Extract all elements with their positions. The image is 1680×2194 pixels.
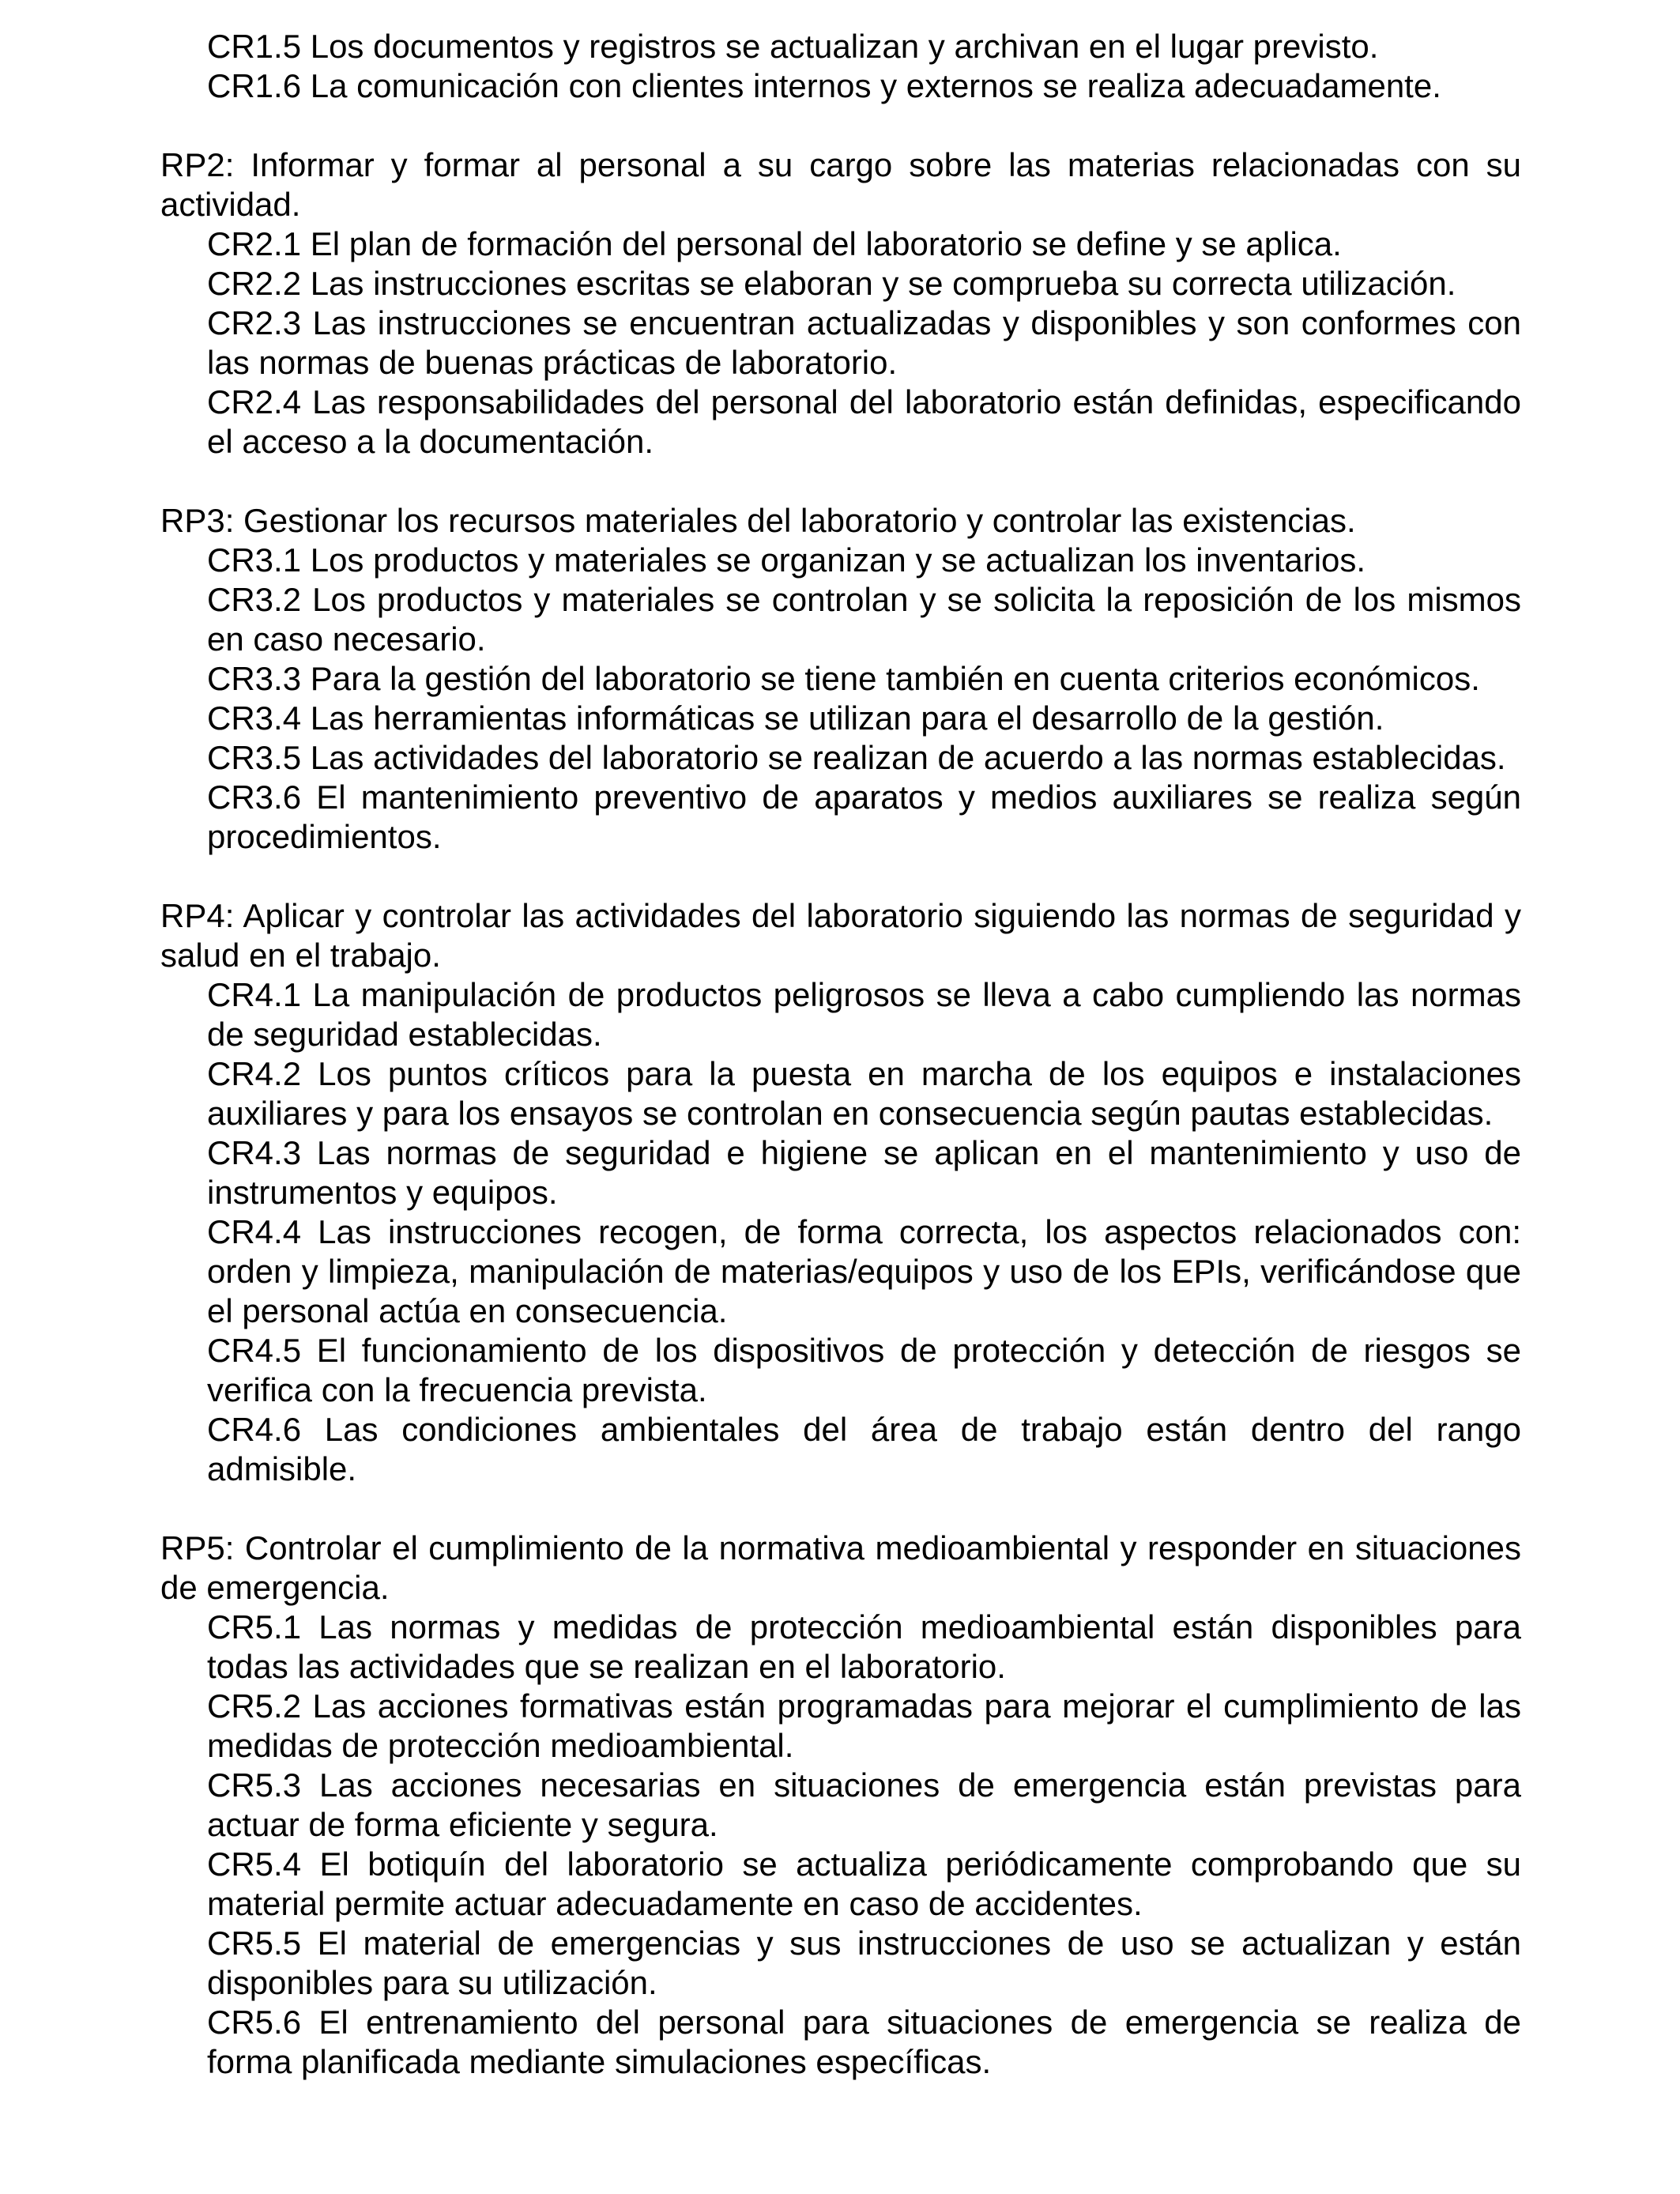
criterion-cr4-6: CR4.6 Las condiciones ambientales del área de trabajo están dentro del rango admisible. xyxy=(207,1411,1521,1487)
criterion-cr4-3: CR4.3 Las normas de seguridad e higiene se aplican en el mantenimiento y uso de instrumentos y equipos. xyxy=(207,1134,1521,1211)
rp2-heading: RP2: Informar y formar al personal a su cargo sobre las materias relacionadas con su actividad. xyxy=(160,146,1521,223)
criterion-cr5-6: CR5.6 El entrenamiento del personal para situaciones de emergencia se realiza de forma planificada mediante simulaciones específicas. xyxy=(207,2004,1521,2080)
rp3-group xyxy=(160,501,1521,857)
criterion-cr2-4: CR2.4 Las responsabilidades del personal del laboratorio están definidas, especificando el acceso a la documentación. xyxy=(207,383,1521,460)
rp5-group xyxy=(160,1529,1521,2082)
rp2-group xyxy=(160,145,1521,462)
criterion-cr5-2: CR5.2 Las acciones formativas están programadas para mejorar el cumplimiento de las medidas de protección medioambiental. xyxy=(207,1687,1521,1764)
criterion-cr2-1: CR2.1 El plan de formación del personal del laboratorio se define y se aplica. xyxy=(207,225,1342,262)
criterion-cr4-2: CR4.2 Los puntos críticos para la puesta en marcha de los equipos e instalaciones auxiliares y para los ensayos se controlan en consecuencia según pautas establecidas. xyxy=(207,1055,1521,1132)
criterion-cr2-3: CR2.3 Las instrucciones se encuentran actualizadas y disponibles y son conformes con las normas de buenas prácticas de laboratorio. xyxy=(207,304,1521,381)
rp4-heading: RP4: Aplicar y controlar las actividades del laboratorio siguiendo las normas de seguridad y salud en el trabajo. xyxy=(160,897,1521,974)
criterion-cr1-5: CR1.5 Los documentos y registros se actualizan y archivan en el lugar previsto. xyxy=(207,28,1379,65)
criterion-cr1-6: CR1.6 La comunicación con clientes internos y externos se realiza adecuadamente. xyxy=(207,67,1441,104)
rp4-group xyxy=(160,896,1521,1489)
criterion-cr3-4: CR3.4 Las herramientas informáticas se utilizan para el desarrollo de la gestión. xyxy=(207,699,1384,737)
criterion-cr5-5: CR5.5 El material de emergencias y sus instrucciones de uso se actualizan y están disponibles para su utilización. xyxy=(207,1924,1521,2001)
rp3-heading: RP3: Gestionar los recursos materiales del laboratorio y controlar las existencias. xyxy=(160,502,1356,539)
criterion-cr3-6: CR3.6 El mantenimiento preventivo de aparatos y medios auxiliares se realiza según procedimientos. xyxy=(207,778,1521,855)
criterion-cr3-1: CR3.1 Los productos y materiales se organizan y se actualizan los inventarios. xyxy=(207,541,1366,579)
rp1-criteria-tail-group xyxy=(160,27,1521,106)
criterion-cr3-3: CR3.3 Para la gestión del laboratorio se tiene también en cuenta criterios económicos. xyxy=(207,660,1480,697)
rp5-heading: RP5: Controlar el cumplimiento de la normativa medioambiental y responder en situaciones de emergencia. xyxy=(160,1529,1521,1606)
criterion-cr4-1: CR4.1 La manipulación de productos peligrosos se lleva a cabo cumpliendo las normas de seguridad establecidas. xyxy=(207,976,1521,1053)
criterion-cr5-1: CR5.1 Las normas y medidas de protección medioambiental están disponibles para todas las actividades que se realizan en el laboratorio. xyxy=(207,1608,1521,1685)
criterion-cr5-3: CR5.3 Las acciones necesarias en situaciones de emergencia están previstas para actuar de forma eficiente y segura. xyxy=(207,1766,1521,1843)
criterion-cr2-2: CR2.2 Las instrucciones escritas se elaboran y se comprueba su correcta utilización. xyxy=(207,265,1456,302)
criterion-cr3-2: CR3.2 Los productos y materiales se controlan y se solicita la reposición de los mismos en caso necesario. xyxy=(207,581,1521,658)
criterion-cr3-5: CR3.5 Las actividades del laboratorio se realizan de acuerdo a las normas establecidas. xyxy=(207,739,1506,776)
criterion-cr4-4: CR4.4 Las instrucciones recogen, de forma correcta, los aspectos relacionados con: orden y limpieza, manipulación de materias/equipos y uso de los EPIs, verificándose que el personal actúa en consecuencia. xyxy=(207,1213,1521,1329)
criterion-cr4-5: CR4.5 El funcionamiento de los dispositivos de protección y detección de riesgos se verifica con la frecuencia prevista. xyxy=(207,1332,1521,1408)
criterion-cr5-4: CR5.4 El botiquín del laboratorio se actualiza periódicamente comprobando que su material permite actuar adecuadamente en caso de accidentes. xyxy=(207,1845,1521,1922)
